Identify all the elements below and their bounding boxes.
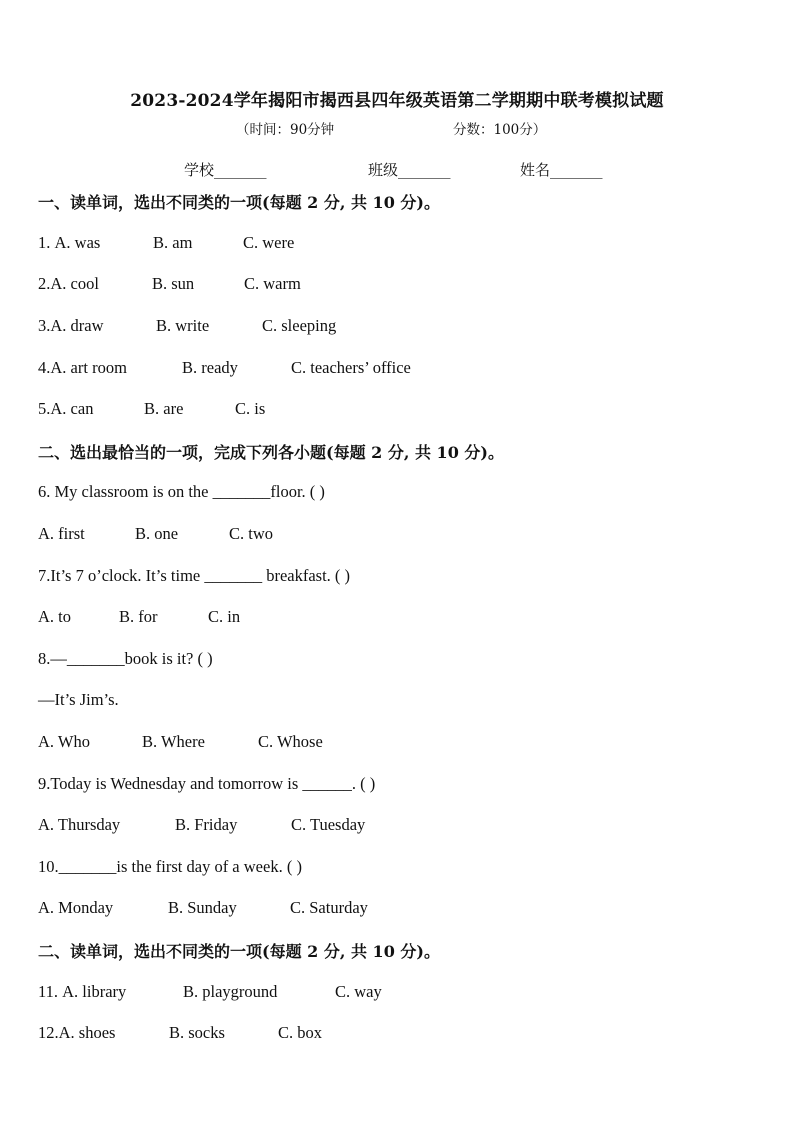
option-b: B. are [144,399,184,418]
exam-time: （时间：90分钟 [236,122,335,138]
option-a: A. library [62,982,127,1001]
question-10: 10._______is the first day of a week. ( ) [38,857,302,876]
option-a: A. shoes [58,1023,116,1042]
question-8-reply: —It’s Jim’s. [38,690,119,709]
section-3-heading: 二、读单词，选出不同类的一项(每题 2 分, 共 10 分)。 [38,942,440,961]
option-a: A. Thursday [38,815,121,834]
option-c: C. box [278,1023,323,1042]
question-number: 3. [38,316,51,335]
exam-score: 分数：100分） [453,122,547,138]
option-c: C. Saturday [290,898,368,917]
option-b: B. socks [169,1023,225,1042]
question-8-options [38,732,323,752]
question-8: 8.—_______book is it? ( ) [38,649,213,668]
option-a: A. draw [50,316,104,335]
question-5 [38,399,266,419]
section-1-heading: 一、读单词，选出不同类的一项(每题 2 分, 共 10 分)。 [38,193,440,212]
option-c: C. way [335,982,382,1001]
question-12 [38,1023,323,1043]
question-1 [38,233,295,253]
option-a: A. cool [50,274,99,293]
option-c: C. were [243,233,295,252]
question-9-options [38,815,366,835]
option-c: C. Tuesday [291,815,366,834]
option-b: B. Friday [175,815,238,834]
question-number: 4. [38,358,51,377]
option-b: B. for [119,607,158,626]
question-10-options [38,898,368,918]
option-c: C. two [229,524,274,543]
question-6-options [38,524,274,544]
option-c: C. teachers’ office [291,358,411,377]
class-field: 班级_______ [368,161,451,179]
question-3 [38,316,337,336]
option-b: B. Sunday [168,898,237,917]
question-number: 5. [38,399,51,418]
question-11 [38,982,382,1002]
option-c: C. is [235,399,266,418]
option-a: A. first [38,524,85,543]
option-c: C. Whose [258,732,323,751]
option-a: A. art room [50,358,127,377]
question-number: 11. [38,982,63,1001]
question-7-options [38,607,241,627]
question-9: 9.Today is Wednesday and tomorrow is ______. ( ) [38,774,376,793]
question-number: 1. [38,233,55,252]
option-b: B. am [153,233,193,252]
question-2 [38,274,301,294]
exam-title: 2023-2024学年揭阳市揭西县四年级英语第二学期期中联考模拟试题 [130,91,664,111]
option-b: B. one [135,524,179,543]
option-a: A. can [50,399,94,418]
question-number: 2. [38,274,51,293]
option-a: A. was [54,233,101,252]
option-c: C. in [208,607,241,626]
option-b: B. sun [152,274,195,293]
option-a: A. to [38,607,71,626]
school-field: 学校_______ [184,161,267,179]
option-b: B. write [156,316,210,335]
option-c: C. sleeping [262,316,337,335]
option-a: A. Who [38,732,90,751]
question-4 [38,358,411,378]
option-a: A. Monday [38,898,114,917]
section-2-heading: 二、选出最恰当的一项，完成下列各小题(每题 2 分, 共 10 分)。 [38,443,504,462]
question-number: 12. [38,1023,59,1042]
option-c: C. warm [244,274,301,293]
option-b: B. ready [182,358,238,377]
question-6: 6. My classroom is on the _______floor. ( ) [38,482,325,501]
name-field: 姓名_______ [520,161,603,179]
option-b: B. playground [183,982,278,1001]
question-7: 7.It’s 7 o’clock. It’s time _______ breakfast. ( ) [38,566,351,585]
option-b: B. Where [142,732,205,751]
